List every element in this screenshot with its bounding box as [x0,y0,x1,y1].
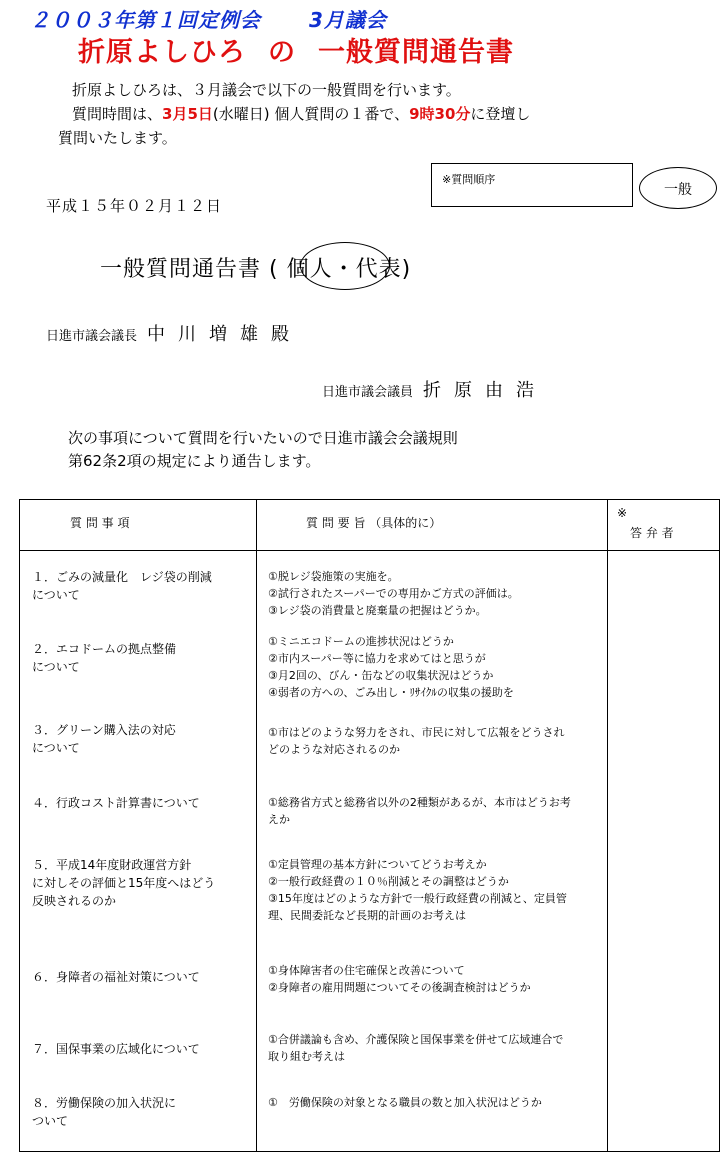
sender [322,376,547,402]
session-label: 3月議会 [309,8,387,32]
col1-header: 質 問 事 項 [70,516,130,530]
question-table [19,499,720,1152]
table-row-answer: ①市はどのような努力をされ、市民に対して広報をどうされ どのような対応されるのか [268,726,565,756]
question-date: 3月5日 [162,105,213,123]
question-time: 9時30分 [409,105,471,123]
intro-line-3: 質問いたします。 [58,129,177,147]
table-row-answer: ① 労働保険の対象となる職員の数と加入状況はどうか [268,1096,542,1109]
kojin-circle-mark [300,242,390,290]
table-row-question: ７．国保事業の広域化について [32,1042,200,1056]
body-line-2: 第62条2項の規定により通告します。 [68,452,321,470]
col-divider [256,500,257,1151]
order-value: 一般 [664,182,692,198]
title-name: 折原よしひろ [78,37,246,68]
table-row-answer: ①総務省方式と総務省以外の2種類があるが、本市はどうお考 えか [268,796,571,826]
meeting-header [30,4,387,33]
title-doc: 一般質問通告書 [318,37,514,68]
table-row-answer: ①ミニエコドームの進捗状況はどうか ②市内スーパー等に協力を求めてはと思うが ③月2回の、びん・缶などの収集状況はどうか ④弱者の方への、ごみ出し・ﾘｻｲｸﾙの収集の援助を [268,635,514,699]
col2-header: 質 問 要 旨 （具体的に） [306,516,442,530]
table-row-question: ２．エコドームの拠点整備 について [32,642,177,674]
col3-header-mark: ※ [617,506,628,520]
sender-name: 折原由浩 [423,380,548,401]
daihyo-option: 代表 [355,257,402,282]
addressee-role: 日進市議会議長 [46,329,138,344]
body-line-1: 次の事項について質問を行いたいので日進市議会会議規則 [68,429,458,447]
intro-line-1: 折原よしひろは、３月議会で以下の一般質問を行います。 [72,81,461,99]
table-row-answer: ①定員管理の基本方針についてどうお考えか ②一般行政経費の１０％削減とその調整はどうか ③15年度はどのような方針で一般行政経費の削減と、定員管 理、民間委託など長期的計画のお考えは [268,858,567,922]
table-row-question: １．ごみの減量化 レジ袋の削減 について [32,570,212,602]
title-no: の [268,37,296,68]
kojin-option: 個人 [286,257,333,282]
main-title [78,30,514,69]
form-title: 一般質問通告書 ( 個人・代表) [100,257,412,282]
col-divider [607,500,608,1151]
table-row-question: ５．平成14年度財政運営方針 に対しその評価と15年度へはどう 反映されるのか [32,858,216,908]
table-row-answer: ①合併議論も含め、介護保険と国保事業を併せて広域連合で 取り組む考えは [268,1033,564,1063]
addressee [46,320,302,346]
sender-role: 日進市議会議員 [322,385,414,400]
table-row-question: ４．行政コスト計算書について [32,796,200,810]
table-row-question: ３．グリーン購入法の対応 について [32,723,176,755]
order-box [431,163,633,207]
table-row-answer: ①身体障害者の住宅確保と改善について ②身障者の雇用問題についてその後調査検討はどうか [268,964,531,994]
order-box-label: ※質問順序 [442,173,496,186]
intro-line-2: 質問時間は、3月5日(水曜日) 個人質問の１番で、9時30分に登壇し [72,105,531,123]
header-divider [20,550,719,551]
table-row-answer: ①脱レジ袋施策の実施を。 ②試行されたスーパーでの専用かご方式の評価は。 ③レジ袋の消費量と廃棄量の把握はどうか。 [268,570,519,617]
table-row-question: ６．身障者の福祉対策について [32,970,200,984]
meeting-label: ２００３年第１回定例会 [30,8,261,32]
col3-header: 答 弁 者 [630,526,674,540]
order-oval [639,167,717,209]
addressee-name: 中川増雄殿 [147,324,303,345]
table-row-question: ８．労働保険の加入状況に ついて [32,1096,177,1128]
notice-date: 平成１５年０２月１２日 [46,197,223,215]
